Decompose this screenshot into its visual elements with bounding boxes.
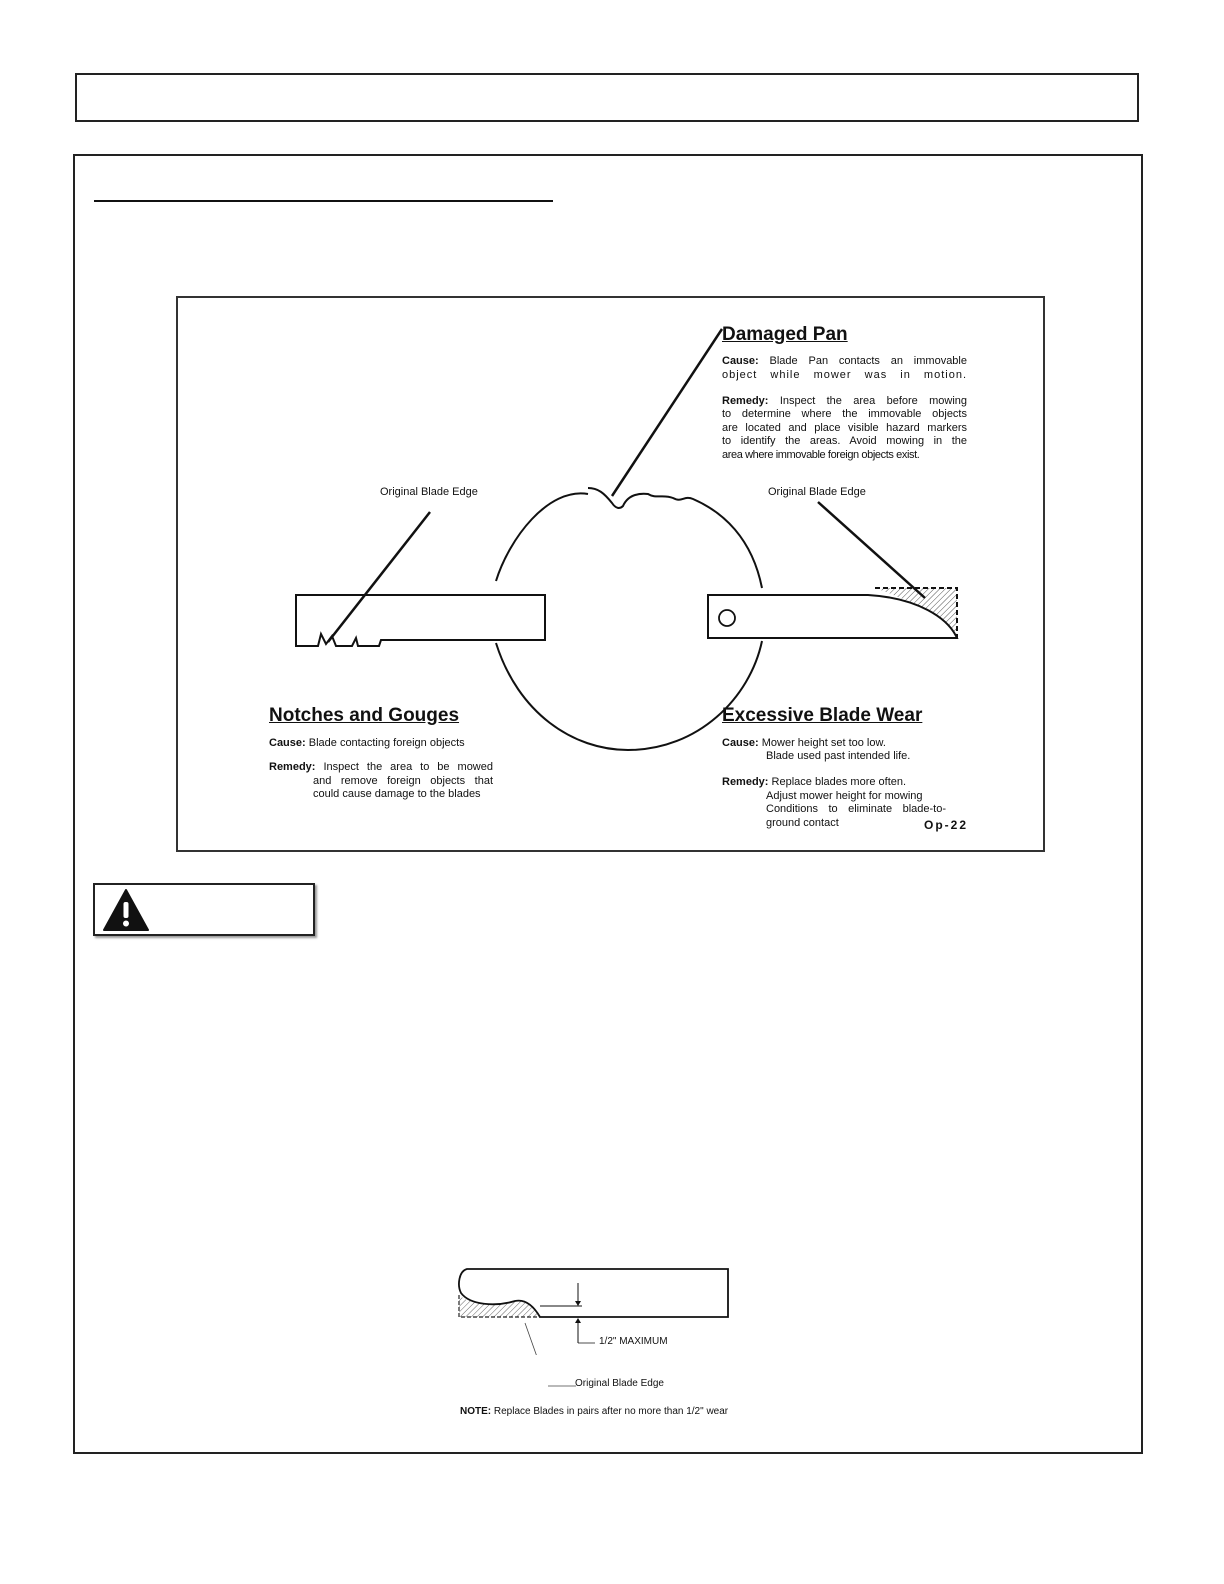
damaged-pan-remedy-line2: to determine where the immovable objects bbox=[722, 408, 967, 420]
wear-cause bbox=[722, 737, 886, 751]
wear-note bbox=[460, 1406, 728, 1417]
wear-remedy-line2: Adjust mower height for mowing bbox=[766, 790, 923, 802]
wear-remedy-label: Remedy: bbox=[722, 776, 769, 788]
damaged-pan-cause-label: Cause: bbox=[722, 355, 759, 367]
damaged-pan-remedy-text: Inspect the area before mowing bbox=[779, 395, 968, 407]
damaged-pan-cause-line2: object while mower was in motion. bbox=[722, 369, 967, 381]
notches-remedy-line3: could cause damage to the blades bbox=[313, 788, 481, 800]
damaged-pan-cause-text: Blade Pan contacts an immovable bbox=[769, 355, 967, 367]
blade-bolt-hole bbox=[719, 610, 735, 626]
damaged-pan-remedy-line5: area where immovable foreign objects exist. bbox=[722, 449, 920, 461]
section-title-rule bbox=[94, 200, 553, 202]
header-box bbox=[75, 73, 1139, 122]
notches-cause bbox=[269, 737, 465, 751]
wear-cause-label: Cause: bbox=[722, 737, 759, 749]
edge-label-underline bbox=[548, 1385, 578, 1387]
notches-remedy bbox=[269, 761, 493, 775]
blade-damage-figure bbox=[176, 296, 1045, 852]
wear-cause-text: Mower height set too low. bbox=[761, 737, 886, 749]
damaged-pan-remedy-line3: are located and place visible hazard markers bbox=[722, 422, 967, 434]
arrow-up-icon bbox=[575, 1318, 581, 1323]
original-blade-edge-label-left: Original Blade Edge bbox=[380, 486, 478, 498]
notches-remedy-label: Remedy: bbox=[269, 761, 316, 773]
wear-note-text: Replace Blades in pairs after no more than 1/2" wear bbox=[493, 1406, 729, 1417]
wear-remedy-line4: ground contact bbox=[766, 817, 839, 829]
damaged-pan-leader bbox=[612, 329, 722, 496]
original-blade-edge-label-right: Original Blade Edge bbox=[768, 486, 866, 498]
notches-heading: Notches and Gouges bbox=[269, 705, 460, 726]
damaged-pan-remedy bbox=[722, 395, 967, 409]
half-inch-max-label: 1/2" MAXIMUM bbox=[599, 1336, 668, 1347]
notched-blade bbox=[296, 595, 545, 646]
wear-cause-line2: Blade used past intended life. bbox=[766, 750, 911, 762]
notches-cause-text: Blade contacting foreign objects bbox=[308, 737, 465, 749]
damaged-pan-remedy-label: Remedy: bbox=[722, 395, 769, 407]
damaged-pan-heading: Damaged Pan bbox=[722, 324, 848, 345]
wear-diagram-edge-label: Original Blade Edge bbox=[575, 1378, 664, 1389]
notches-remedy-text: Inspect the area to be mowed bbox=[323, 761, 493, 773]
wear-remedy-line3: Conditions to eliminate blade-to- bbox=[766, 803, 946, 815]
damaged-pan-remedy-line4: to identify the areas. Avoid mowing in the bbox=[722, 435, 967, 447]
figure-id: Op-22 bbox=[924, 818, 969, 832]
damaged-pan-cause bbox=[722, 355, 967, 369]
wear-remedy bbox=[722, 776, 906, 790]
notches-cause-label: Cause: bbox=[269, 737, 306, 749]
wear-note-label: NOTE: bbox=[460, 1406, 492, 1417]
edge-leader bbox=[525, 1323, 547, 1355]
wear-leader bbox=[818, 502, 925, 598]
notches-remedy-line2: and remove foreign objects that bbox=[313, 775, 493, 787]
caution-box bbox=[93, 883, 315, 936]
wear-heading: Excessive Blade Wear bbox=[722, 705, 923, 726]
warning-triangle-icon bbox=[101, 887, 151, 933]
wear-remedy-text: Replace blades more often. bbox=[771, 776, 907, 788]
